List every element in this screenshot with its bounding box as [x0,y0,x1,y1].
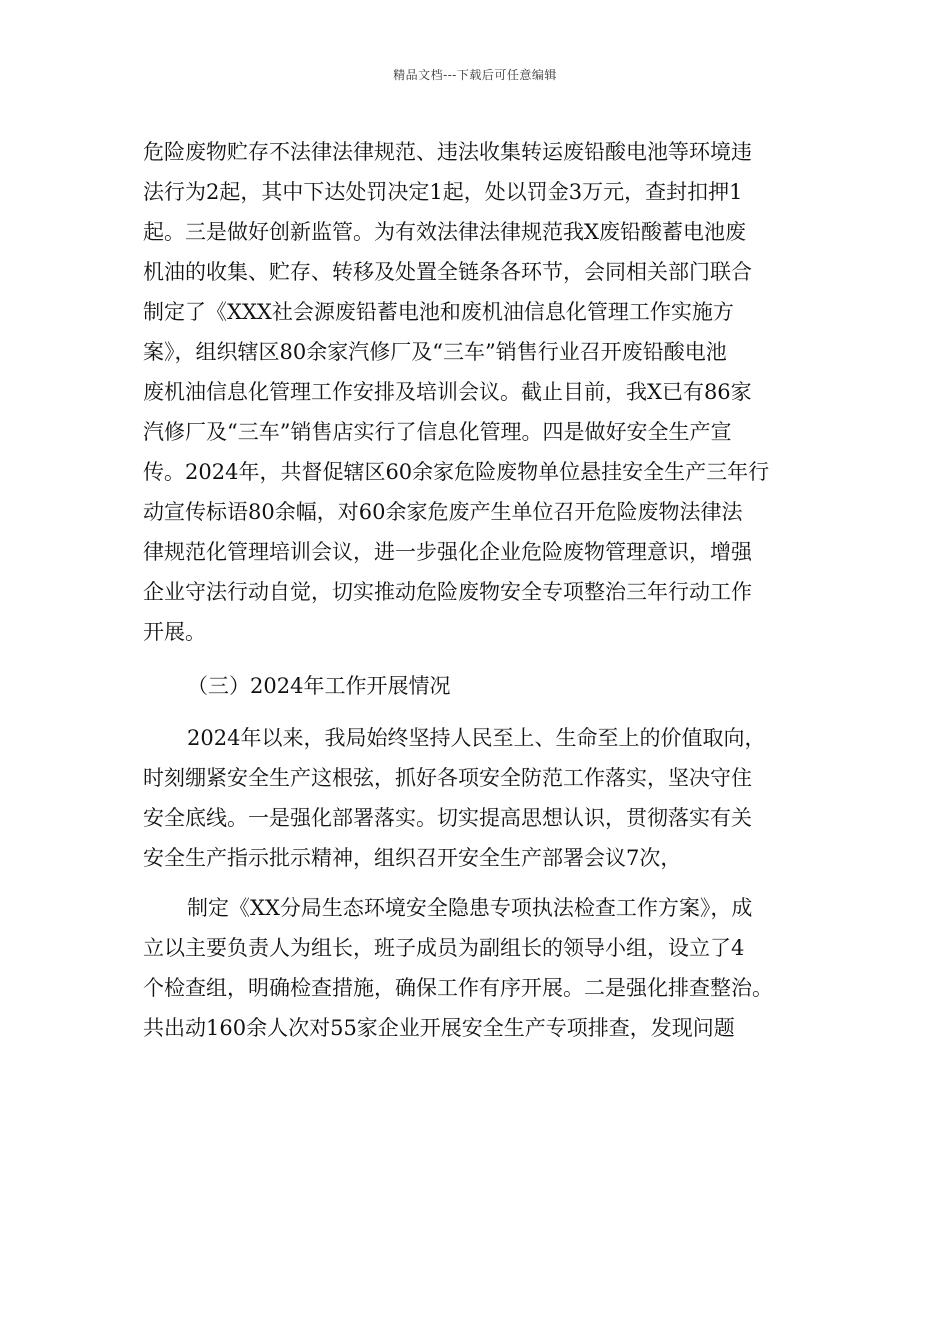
text-line: 制定了《XXX社会源废铅蓄电池和废机油信息化管理工作实施方 [143,300,734,324]
page-header: 精品文档---下载后可任意编辑 [393,68,557,82]
text-line: 起。三是做好创新监管。为有效法律法律规范我X废铅酸蓄电池废 [143,220,746,244]
text-line: 动宣传标语80余幅，对60余家危废产生单位召开危险废物法律法 [143,500,743,524]
section-heading: （三）2024年工作开展情况 [187,674,451,698]
text-line: 危险废物贮存不法律法律规范、违法收集转运废铅酸电池等环境违 [143,140,752,164]
text-line: 废机油信息化管理工作安排及培训会议。截止目前，我X已有86家 [143,380,752,404]
text-line: 立以主要负责人为组长，班子成员为副组长的领导小组，设立了4 [143,936,745,960]
text-line: 传。2024年，共督促辖区60余家危险废物单位悬挂安全生产三年行 [143,460,770,484]
text-line: 案》，组织辖区80余家汽修厂及“三车”销售行业召开废铅酸电池 [143,340,727,364]
text-line: 时刻绷紧安全生产这根弦，抓好各项安全防范工作落实，坚决守住 [143,766,752,790]
text-line: 制定《XX分局生态环境安全隐患专项执法检查工作方案》，成 [187,896,753,920]
text-line: 开展。 [143,620,206,644]
text-line: 共出动160余人次对55家企业开展安全生产专项排查，发现问题 [143,1016,735,1040]
text-line: 安全底线。一是强化部署落实。切实提高思想认识，贯彻落实有关 [143,806,752,830]
text-line: 安全生产指示批示精神，组织召开安全生产部署会议7次， [143,846,682,870]
text-line: 企业守法行动自觉，切实推动危险废物安全专项整治三年行动工作 [143,580,752,604]
document-body [143,132,823,1048]
text-line: 机油的收集、贮存、转移及处置全链条各环节，会同相关部门联合 [143,260,752,284]
text-line: 汽修厂及“三车”销售店实行了信息化管理。四是做好安全生产宣 [143,420,732,444]
text-line: 2024年以来，我局始终坚持人民至上、生命至上的价值取向， [187,726,766,750]
text-line: 法行为2起，其中下达处罚决定1起，处以罚金3万元，查封扣押1 [143,180,743,204]
text-line: 律规范化管理培训会议，进一步强化企业危险废物管理意识，增强 [143,540,752,564]
text-line: 个检查组，明确检查措施，确保工作有序开展。二是强化排查整治。 [143,976,773,1000]
